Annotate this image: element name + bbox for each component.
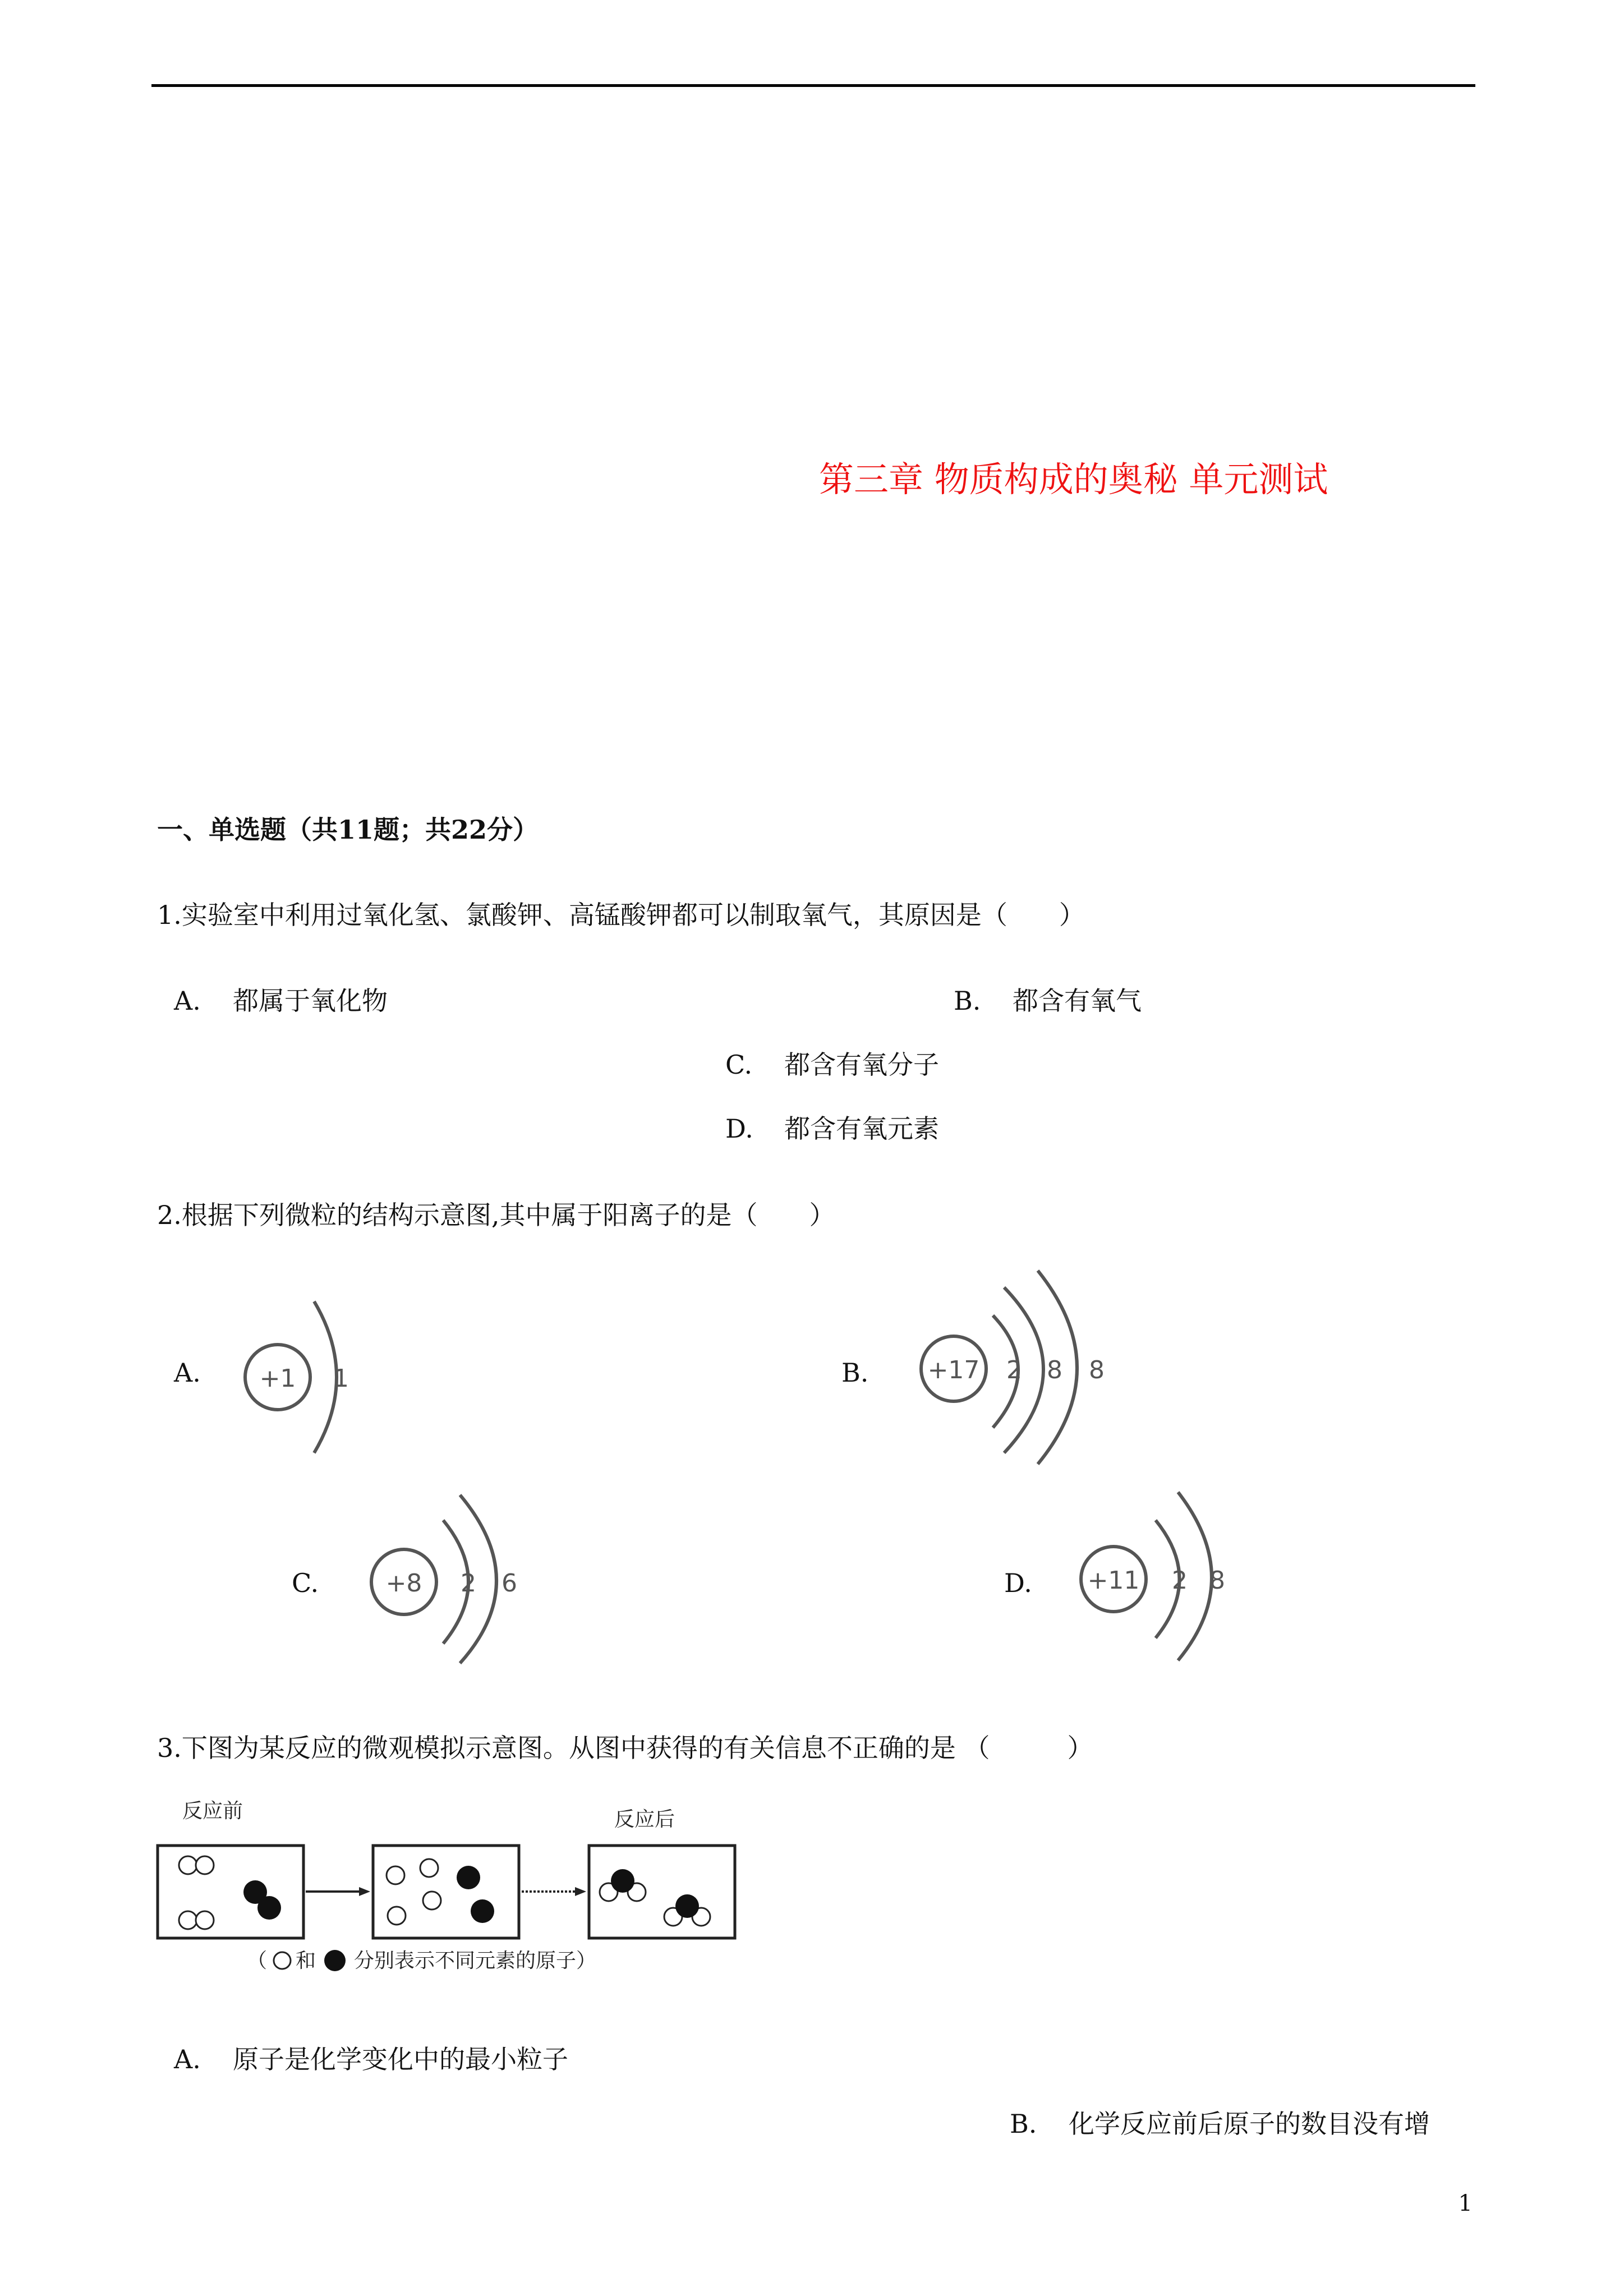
legend-and: 和: [296, 1949, 316, 1972]
shell-electron-count: 2: [461, 1569, 476, 1598]
arrow-head: [575, 1887, 586, 1896]
document-title: 第三章 物质构成的奥秘 单元测试: [819, 459, 1328, 500]
option-letter: B.: [954, 986, 981, 1016]
q1-option-d[interactable]: [725, 1108, 939, 1145]
black-atom: [675, 1894, 699, 1918]
option-letter: D.: [725, 1114, 753, 1144]
nucleus-charge: +8: [385, 1569, 422, 1598]
option-letter: C.: [725, 1050, 753, 1080]
header-rule: [151, 84, 1475, 87]
option-letter: B.: [1010, 2109, 1037, 2139]
after-label: 反应后: [614, 1808, 675, 1831]
atom-diagram-b: [909, 1265, 1122, 1467]
legend-open: （: [247, 1949, 268, 1972]
question-3-text: 3.下图为某反应的微观模拟示意图。从图中获得的有关信息不正确的是 （ ）: [157, 1733, 1093, 1763]
shell-electron-count: 1: [333, 1364, 349, 1393]
option-text: 都含有氧元素: [784, 1114, 939, 1144]
q2-option-b-letter[interactable]: B.: [841, 1358, 869, 1388]
white-atom: [423, 1892, 441, 1910]
shell-electron-count: 6: [502, 1569, 517, 1598]
q2-option-a-letter[interactable]: A.: [174, 1358, 201, 1388]
shell-electron-count: 8: [1047, 1356, 1062, 1384]
white-atom: [179, 1856, 197, 1874]
atom-diagram-c: [359, 1489, 527, 1669]
option-text: 化学反应前后原子的数目没有增: [1069, 2109, 1430, 2139]
atom-diagram-d: [1066, 1487, 1245, 1666]
q2-option-c-letter[interactable]: C.: [292, 1568, 319, 1598]
option-text: 都含有氧气: [1013, 986, 1142, 1016]
option-letter: A.: [174, 986, 201, 1016]
shell-electron-count: 8: [1089, 1356, 1105, 1384]
white-atom: [388, 1907, 406, 1925]
before-label: 反应前: [182, 1800, 243, 1823]
legend-white-atom: [274, 1952, 291, 1969]
shell-electron-count: 2: [1172, 1566, 1188, 1595]
option-text: 原子是化学变化中的最小粒子: [233, 2044, 568, 2074]
q1-option-b[interactable]: [954, 981, 1142, 1018]
white-atom: [196, 1856, 214, 1874]
legend-text: 分别表示不同元素的原子）: [354, 1949, 597, 1972]
nucleus-charge: +1: [259, 1364, 296, 1393]
white-atom: [179, 1911, 197, 1929]
black-atom: [257, 1896, 281, 1920]
nucleus-charge: +11: [1087, 1566, 1140, 1595]
question-2-text: 2.根据下列微粒的结构示意图,其中属于阳离子的是（ ）: [157, 1200, 835, 1230]
shell-electron-count: 2: [1006, 1356, 1022, 1384]
atom-diagram-a: [236, 1296, 359, 1458]
option-text: 都属于氧化物: [233, 986, 388, 1016]
q1-option-c[interactable]: [725, 1045, 939, 1082]
shell-electron-count: 8: [1209, 1566, 1225, 1595]
option-text: 都含有氧分子: [784, 1050, 939, 1080]
section-heading: 一、单选题（共11题；共22分）: [157, 815, 539, 845]
white-atom: [420, 1859, 438, 1877]
q3-option-a[interactable]: [174, 2039, 568, 2076]
q3-option-b[interactable]: [1010, 2104, 1430, 2141]
reaction-diagram: [154, 1792, 749, 1983]
option-letter: A.: [174, 2044, 201, 2074]
black-atom: [457, 1866, 480, 1889]
black-atom: [471, 1899, 494, 1923]
arrow-head: [359, 1887, 370, 1896]
white-atom: [196, 1911, 214, 1929]
page-number: 1: [1458, 2191, 1473, 2216]
question-1-text: 1.实验室中利用过氧化氢、氯酸钾、高锰酸钾都可以制取氧气，其原因是（ ）: [157, 900, 1085, 930]
q1-option-a[interactable]: [174, 981, 388, 1018]
nucleus-charge: +17: [927, 1356, 980, 1384]
q2-option-d-letter[interactable]: D.: [1004, 1568, 1032, 1598]
black-atom: [611, 1869, 634, 1893]
white-atom: [387, 1866, 404, 1884]
legend-black-atom: [324, 1950, 346, 1971]
